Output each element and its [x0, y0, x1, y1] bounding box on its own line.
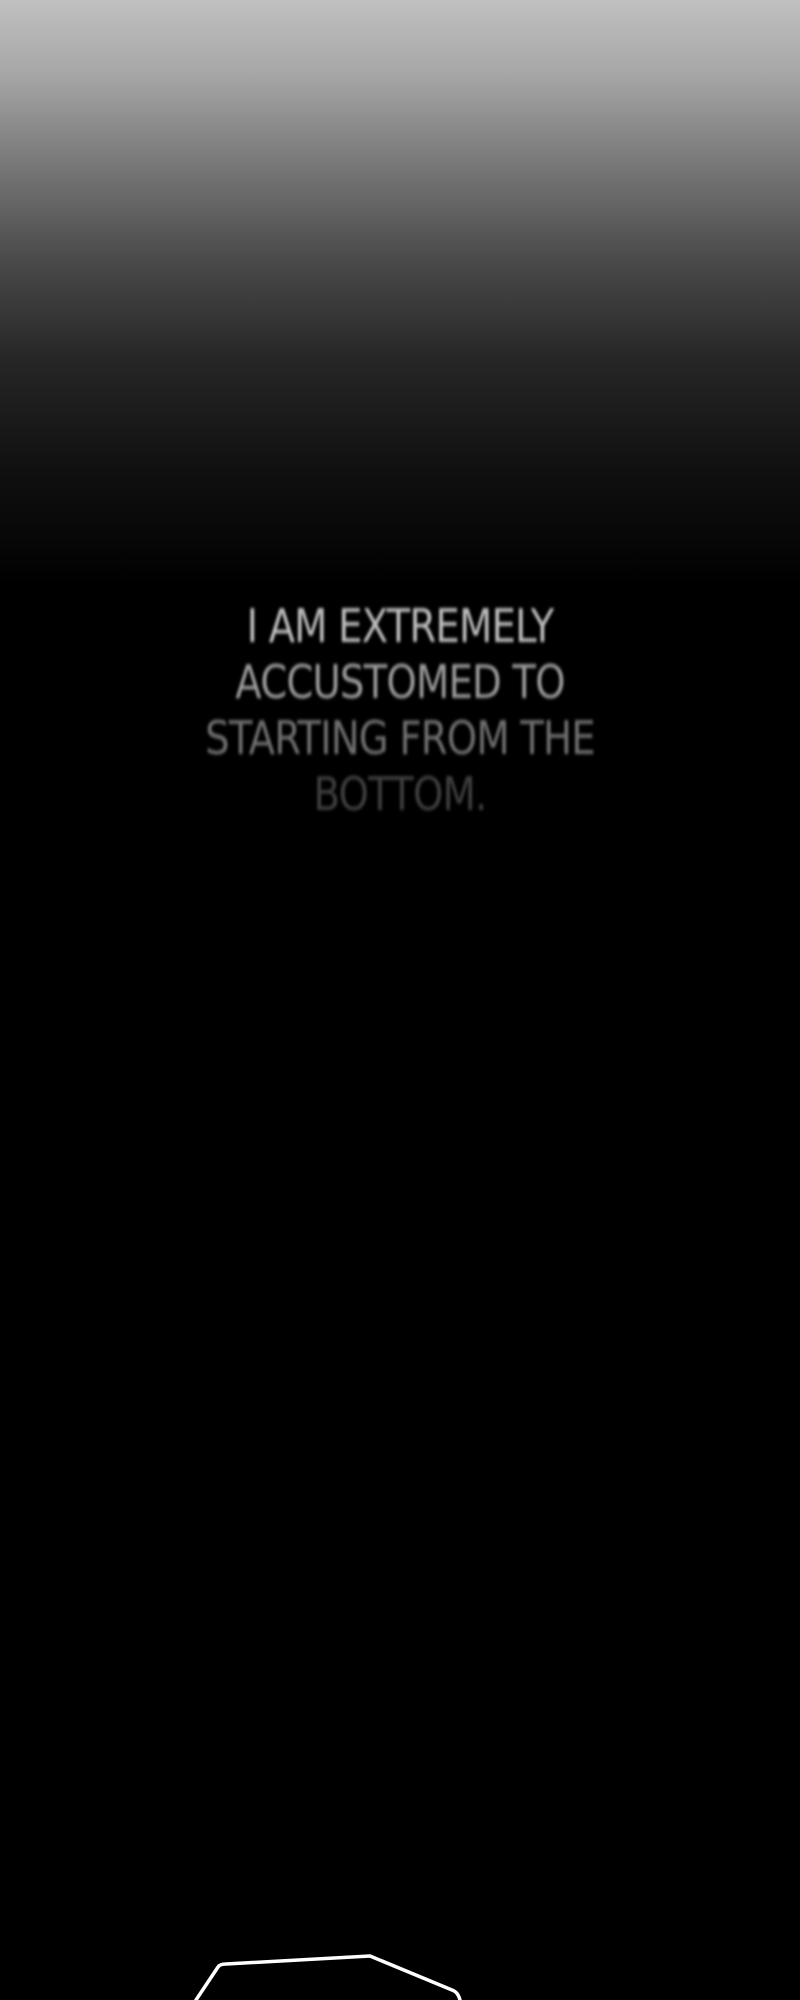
caption-line-4: BOTTOM.	[313, 767, 487, 821]
caption-line-2: ACCUSTOMED TO	[235, 655, 565, 709]
panel-outline-icon	[0, 1940, 800, 2000]
caption-line-3: STARTING FROM THE	[205, 711, 595, 765]
caption-line-1: I AM EXTREMELY	[246, 599, 554, 653]
narration-caption	[190, 598, 610, 822]
